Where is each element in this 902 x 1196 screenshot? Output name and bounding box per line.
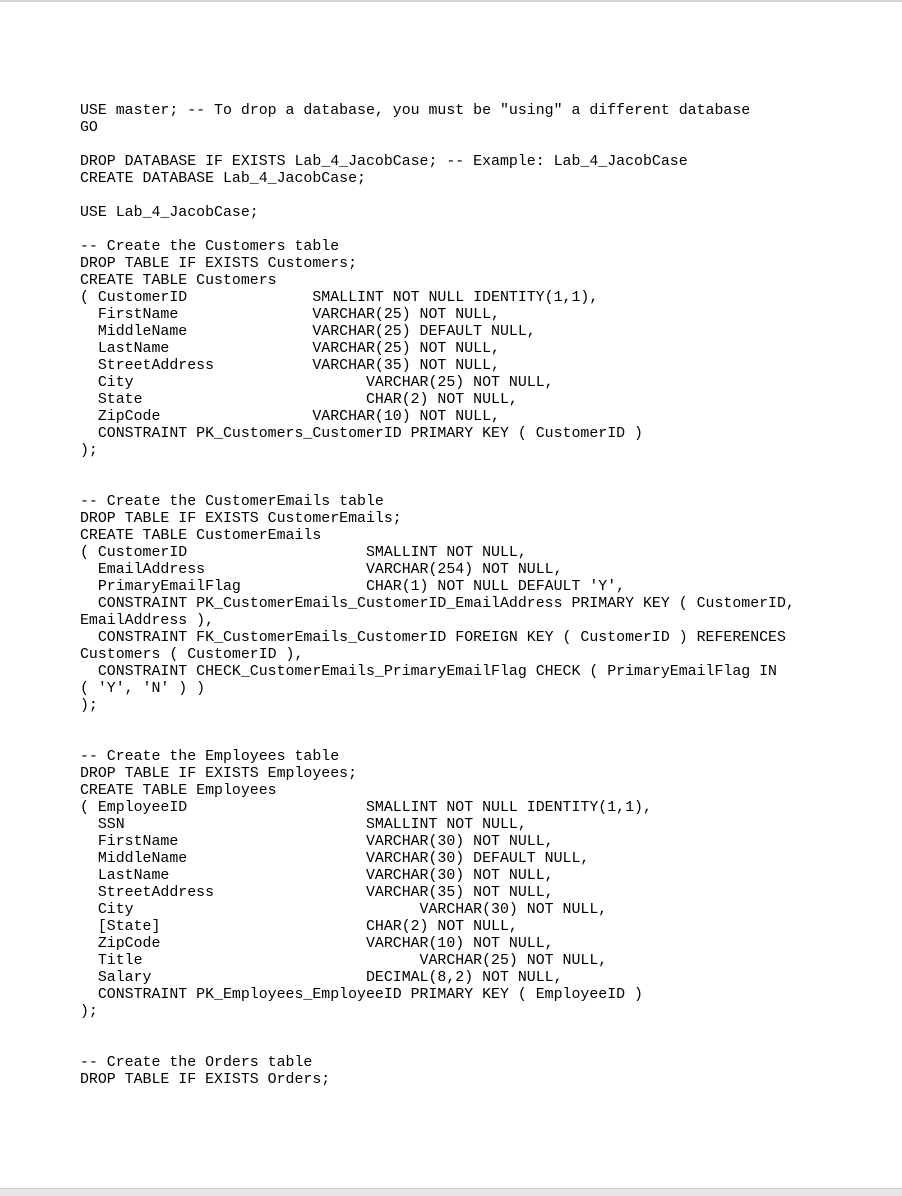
sql-line: ); xyxy=(80,443,98,459)
sql-line: ( 'Y', 'N' ) ) xyxy=(80,681,206,697)
document-page xyxy=(80,103,880,1089)
page-bottom-edge xyxy=(0,1188,902,1196)
blank-line xyxy=(80,137,880,154)
blank-line xyxy=(80,460,880,477)
sql-line: FirstName VARCHAR(30) NOT NULL, xyxy=(80,834,554,850)
sql-line: SSN SMALLINT NOT NULL, xyxy=(80,817,527,833)
blank-line xyxy=(80,477,880,494)
sql-line: FirstName VARCHAR(25) NOT NULL, xyxy=(80,307,500,323)
sql-line: CREATE TABLE CustomerEmails xyxy=(80,528,322,544)
sql-line: CONSTRAINT CHECK_CustomerEmails_PrimaryEmailFlag CHECK ( PrimaryEmailFlag IN xyxy=(80,664,777,680)
sql-line: City VARCHAR(25) NOT NULL, xyxy=(80,375,554,391)
sql-line: StreetAddress VARCHAR(35) NOT NULL, xyxy=(80,358,500,374)
sql-line: [State] CHAR(2) NOT NULL, xyxy=(80,919,518,935)
sql-line: ); xyxy=(80,1004,98,1020)
sql-comment-line: -- Create the CustomerEmails table xyxy=(80,494,384,510)
sql-line: Title VARCHAR(25) NOT NULL, xyxy=(80,953,608,969)
blank-line xyxy=(80,222,880,239)
sql-line: EmailAddress ), xyxy=(80,613,215,629)
sql-line: LastName VARCHAR(25) NOT NULL, xyxy=(80,341,500,357)
sql-line: LastName VARCHAR(30) NOT NULL, xyxy=(80,868,554,884)
sql-line: DROP TABLE IF EXISTS CustomerEmails; xyxy=(80,511,402,527)
sql-line: CONSTRAINT FK_CustomerEmails_CustomerID FOREIGN KEY ( CustomerID ) REFERENCES xyxy=(80,630,786,646)
sql-line: ZipCode VARCHAR(10) NOT NULL, xyxy=(80,409,500,425)
sql-line: CONSTRAINT PK_CustomerEmails_CustomerID_EmailAddress PRIMARY KEY ( CustomerID, xyxy=(80,596,795,612)
blank-line xyxy=(80,1038,880,1055)
blank-line xyxy=(80,1021,880,1038)
sql-line: DROP TABLE IF EXISTS Employees; xyxy=(80,766,358,782)
sql-line: ZipCode VARCHAR(10) NOT NULL, xyxy=(80,936,554,952)
sql-line: Salary DECIMAL(8,2) NOT NULL, xyxy=(80,970,563,986)
sql-line: DROP TABLE IF EXISTS Orders; xyxy=(80,1072,331,1088)
sql-line: ( EmployeeID SMALLINT NOT NULL IDENTITY(1,1), xyxy=(80,800,652,816)
sql-comment-line: -- Create the Orders table xyxy=(80,1055,313,1071)
sql-line: GO xyxy=(80,120,98,136)
blank-line xyxy=(80,188,880,205)
sql-line: CONSTRAINT PK_Employees_EmployeeID PRIMARY KEY ( EmployeeID ) xyxy=(80,987,643,1003)
sql-line: PrimaryEmailFlag CHAR(1) NOT NULL DEFAULT 'Y', xyxy=(80,579,626,595)
sql-line: DROP TABLE IF EXISTS Customers; xyxy=(80,256,358,272)
sql-line: USE master; -- To drop a database, you must be "using" a different database xyxy=(80,103,751,119)
sql-line: StreetAddress VARCHAR(35) NOT NULL, xyxy=(80,885,554,901)
sql-line: City VARCHAR(30) NOT NULL, xyxy=(80,902,608,918)
sql-line: CONSTRAINT PK_Customers_CustomerID PRIMARY KEY ( CustomerID ) xyxy=(80,426,643,442)
sql-script xyxy=(80,103,880,1089)
sql-line: MiddleName VARCHAR(30) DEFAULT NULL, xyxy=(80,851,590,867)
sql-line: Customers ( CustomerID ), xyxy=(80,647,304,663)
sql-line: DROP DATABASE IF EXISTS Lab_4_JacobCase; -- Example: Lab_4_JacobCase xyxy=(80,154,688,170)
sql-line: State CHAR(2) NOT NULL, xyxy=(80,392,518,408)
sql-line: ( CustomerID SMALLINT NOT NULL, xyxy=(80,545,527,561)
blank-line xyxy=(80,732,880,749)
sql-line: EmailAddress VARCHAR(254) NOT NULL, xyxy=(80,562,563,578)
sql-line: ); xyxy=(80,698,98,714)
sql-comment-line: -- Create the Customers table xyxy=(80,239,340,255)
sql-line: USE Lab_4_JacobCase; xyxy=(80,205,259,221)
blank-line xyxy=(80,715,880,732)
sql-line: CREATE DATABASE Lab_4_JacobCase; xyxy=(80,171,366,187)
sql-line: CREATE TABLE Employees xyxy=(80,783,277,799)
sql-line: MiddleName VARCHAR(25) DEFAULT NULL, xyxy=(80,324,536,340)
sql-line: ( CustomerID SMALLINT NOT NULL IDENTITY(1,1), xyxy=(80,290,599,306)
top-border xyxy=(0,0,902,2)
sql-comment-line: -- Create the Employees table xyxy=(80,749,340,765)
sql-line: CREATE TABLE Customers xyxy=(80,273,277,289)
